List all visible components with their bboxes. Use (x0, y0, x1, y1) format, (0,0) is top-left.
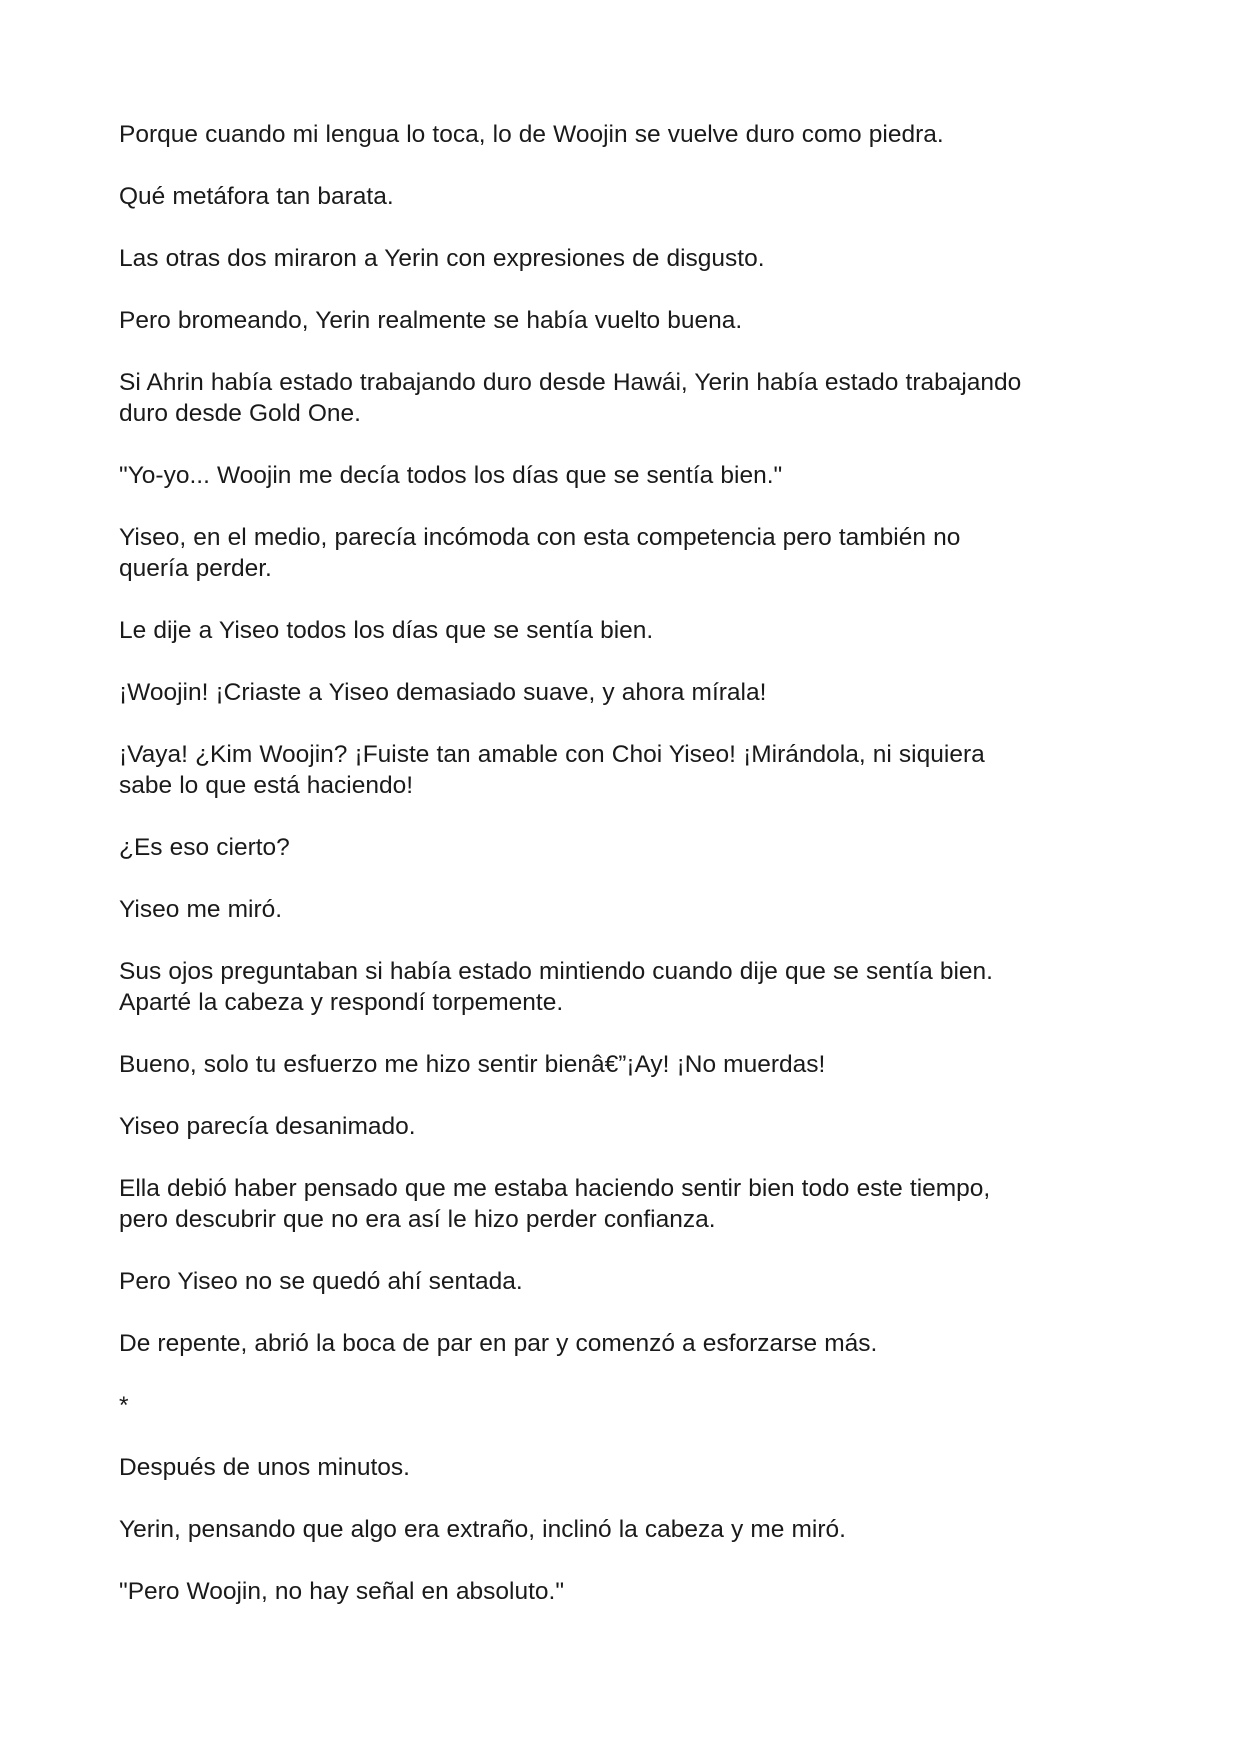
paragraph: Pero Yiseo no se quedó ahí sentada. (119, 1268, 523, 1295)
paragraph: Si Ahrin había estado trabajando duro desde Hawái, Yerin había estado trabajando duro desde Gold One. (119, 369, 1022, 427)
paragraph: Yiseo me miró. (119, 896, 283, 923)
paragraph: Porque cuando mi lengua lo toca, lo de Woojin se vuelve duro como piedra. (119, 121, 944, 148)
paragraph: Sus ojos preguntaban si había estado mintiendo cuando dije que se sentía bien. Aparté la cabeza y respondí torpemente. (119, 958, 993, 1016)
paragraph: Yiseo parecía desanimado. (119, 1113, 416, 1140)
paragraph: "Pero Woojin, no hay señal en absoluto." (119, 1578, 565, 1605)
paragraph: Las otras dos miraron a Yerin con expresiones de disgusto. (119, 245, 765, 272)
paragraph: De repente, abrió la boca de par en par y comenzó a esforzarse más. (119, 1330, 878, 1357)
scene-break: * (119, 1392, 129, 1419)
paragraph: ¡Vaya! ¿Kim Woojin? ¡Fuiste tan amable con Choi Yiseo! ¡Mirándola, ni siquiera sabe lo que está haciendo! (119, 741, 985, 799)
paragraph: Pero bromeando, Yerin realmente se había vuelto buena. (119, 307, 743, 334)
paragraph: ¡Woojin! ¡Criaste a Yiseo demasiado suave, y ahora mírala! (119, 679, 767, 706)
paragraph: Yerin, pensando que algo era extraño, inclinó la cabeza y me miró. (119, 1516, 846, 1543)
paragraph: Le dije a Yiseo todos los días que se sentía bien. (119, 617, 654, 644)
paragraph: Qué metáfora tan barata. (119, 183, 394, 210)
paragraph: Después de unos minutos. (119, 1454, 410, 1481)
paragraph: Ella debió haber pensado que me estaba haciendo sentir bien todo este tiempo, pero descubrir que no era así le hizo perder confianza. (119, 1175, 991, 1233)
paragraph: "Yo-yo... Woojin me decía todos los días que se sentía bien." (119, 462, 783, 489)
paragraph: Yiseo, en el medio, parecía incómoda con esta competencia pero también no quería perder. (119, 524, 961, 582)
paragraph: ¿Es eso cierto? (119, 834, 290, 861)
paragraph: Bueno, solo tu esfuerzo me hizo sentir bienâ€”¡Ay! ¡No muerdas! (119, 1051, 826, 1078)
